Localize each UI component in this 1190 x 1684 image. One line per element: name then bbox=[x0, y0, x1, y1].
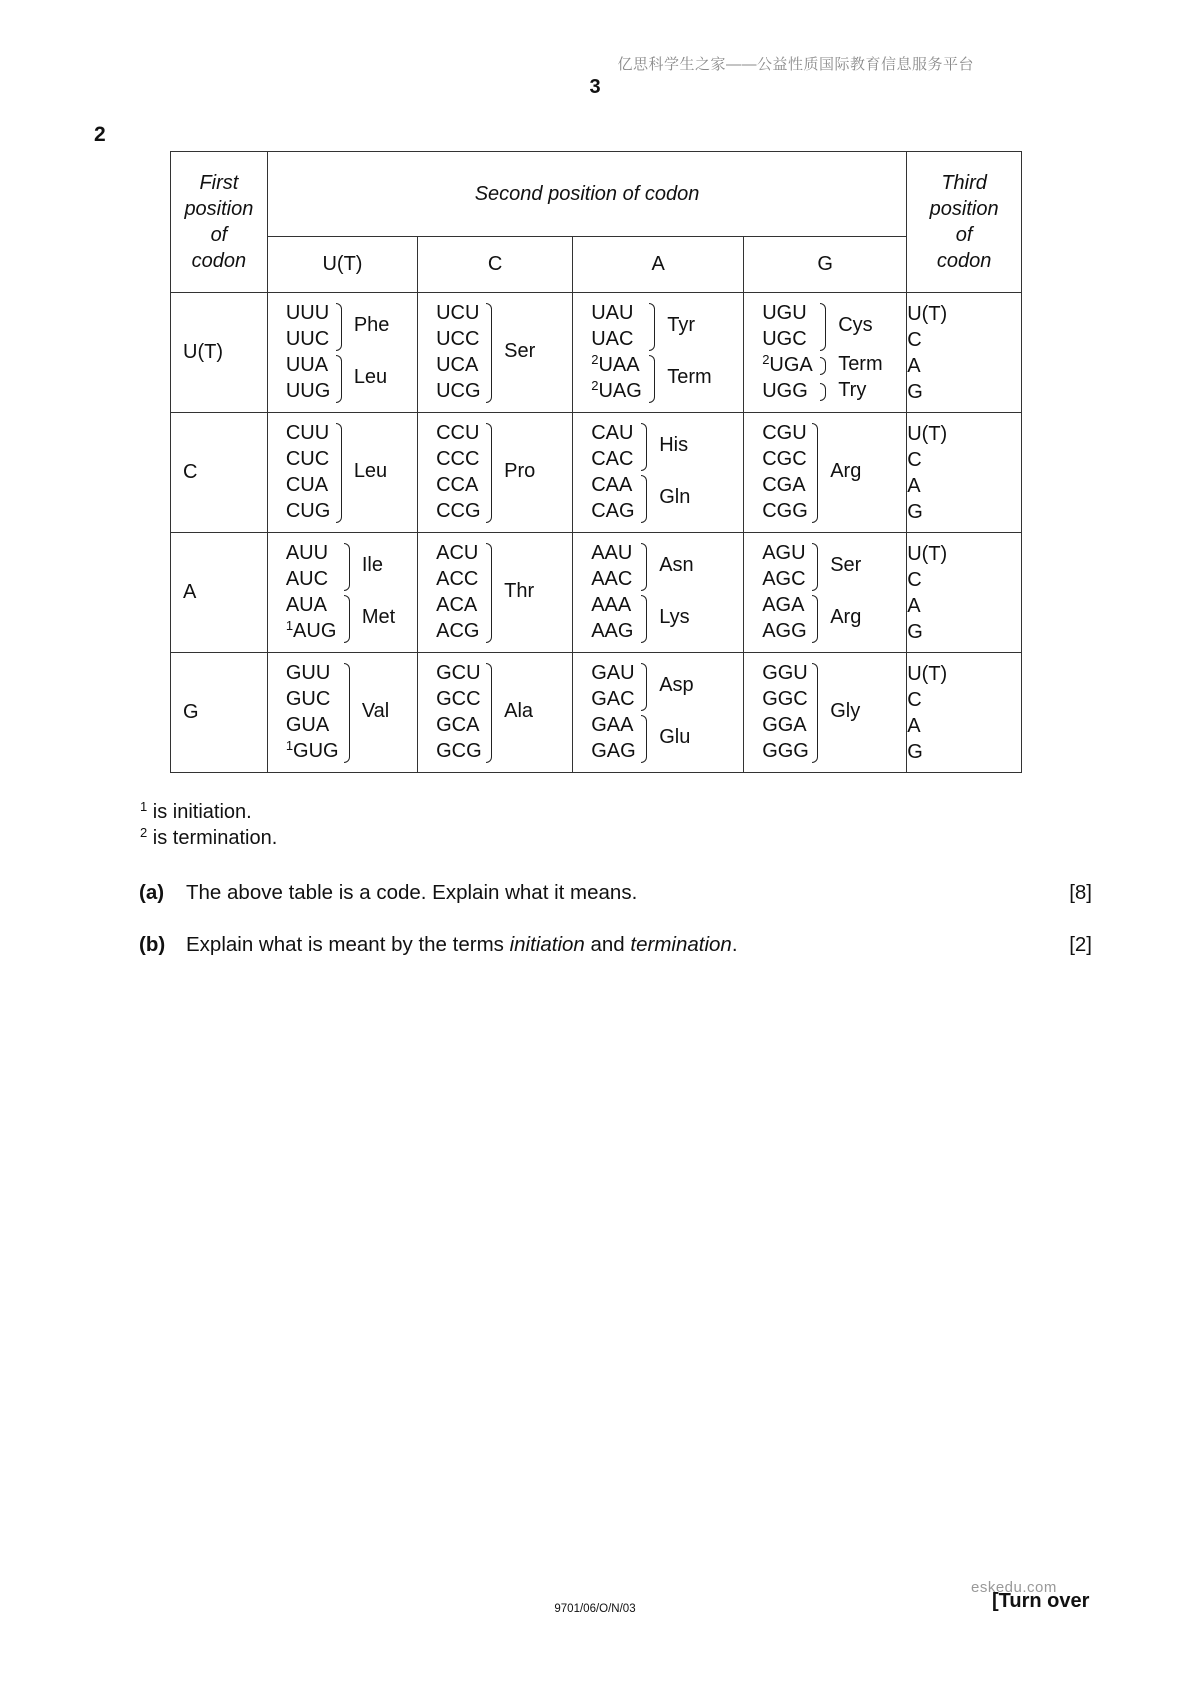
second-position-header: Second position of codon bbox=[267, 152, 906, 237]
amino-acid-label: Glu bbox=[659, 726, 691, 748]
grouping-bracket bbox=[486, 303, 492, 403]
amino-acid-label: Ser bbox=[504, 340, 536, 362]
codon: CUG bbox=[285, 500, 331, 522]
grouping-bracket bbox=[641, 663, 647, 711]
amino-acid-label: Asp bbox=[659, 674, 694, 696]
grouping-bracket bbox=[641, 543, 647, 591]
codon: ACG bbox=[436, 620, 480, 642]
codon-cell bbox=[267, 533, 417, 653]
codon: GUC bbox=[285, 688, 331, 710]
amino-acid-label: Cys bbox=[838, 314, 873, 336]
codon: GCU bbox=[436, 662, 481, 684]
amino-acid-label: Thr bbox=[504, 580, 535, 602]
grouping-bracket bbox=[820, 383, 826, 401]
part-b-label: (b) bbox=[139, 933, 166, 956]
part-a-question: The above table is a code. Explain what it means. bbox=[186, 881, 638, 904]
question-number: 2 bbox=[94, 123, 106, 146]
third-position-header: Third position of codon bbox=[907, 152, 1022, 293]
amino-acid-label: Arg bbox=[830, 606, 862, 628]
codon-cell bbox=[573, 293, 744, 413]
codon: CGC bbox=[762, 448, 807, 470]
amino-acid-label: Ile bbox=[361, 554, 383, 576]
codon: CGU bbox=[762, 422, 807, 444]
codon: $^2$UAA bbox=[591, 352, 640, 376]
table-row bbox=[171, 533, 1022, 653]
codon-cell bbox=[744, 533, 907, 653]
codon: AAG bbox=[591, 620, 634, 642]
codon-cell bbox=[267, 293, 417, 413]
grouping-bracket bbox=[336, 303, 342, 351]
codon: CAG bbox=[591, 500, 635, 522]
codon: $^1$GUG bbox=[285, 738, 339, 762]
grouping-bracket bbox=[649, 355, 655, 403]
genetic-code-table bbox=[170, 151, 1022, 773]
codon-cell bbox=[573, 533, 744, 653]
codon: AGU bbox=[762, 542, 806, 564]
codon: ACC bbox=[436, 568, 479, 590]
codon: GGU bbox=[762, 662, 808, 684]
codon: CCC bbox=[436, 448, 480, 470]
grouping-bracket bbox=[344, 543, 350, 591]
codon: UGG bbox=[762, 380, 808, 402]
page-number: 3 bbox=[589, 76, 601, 98]
codon: UCG bbox=[436, 380, 481, 402]
codon: UAU bbox=[591, 302, 634, 324]
codon-cell bbox=[573, 413, 744, 533]
codon: CUA bbox=[285, 474, 329, 496]
third-base-list: U(T) C A G bbox=[907, 533, 1022, 653]
codon: AUA bbox=[285, 594, 327, 616]
codon: $^1$AUG bbox=[285, 618, 337, 642]
codon: $^2$UAG bbox=[591, 378, 642, 402]
codon: UCA bbox=[436, 354, 479, 376]
codon: CCU bbox=[436, 422, 480, 444]
table-row bbox=[171, 413, 1022, 533]
codon: CUC bbox=[285, 448, 330, 470]
codon: GUA bbox=[285, 714, 330, 736]
third-base-list: U(T) C A G bbox=[907, 293, 1022, 413]
amino-acid-label: Term bbox=[667, 366, 712, 388]
codon: UUU bbox=[285, 302, 330, 324]
codon: GCG bbox=[436, 740, 482, 762]
amino-acid-label: Gly bbox=[830, 700, 861, 722]
amino-acid-label: Arg bbox=[830, 460, 862, 482]
grouping-bracket bbox=[641, 715, 647, 763]
codon: UGC bbox=[762, 328, 807, 350]
codon: UAC bbox=[591, 328, 634, 350]
codon: GGA bbox=[762, 714, 807, 736]
paper-code: 9701/06/O/N/03 bbox=[554, 1603, 636, 1615]
amino-acid-label: Pro bbox=[504, 460, 536, 482]
grouping-bracket bbox=[344, 663, 350, 763]
grouping-bracket bbox=[641, 423, 647, 471]
amino-acid-label: Met bbox=[361, 606, 396, 628]
codon-cell bbox=[744, 293, 907, 413]
watermark: 亿思科学生之家——公益性质国际教育信息服务平台 bbox=[617, 56, 974, 73]
grouping-bracket bbox=[812, 595, 818, 643]
codon: ACU bbox=[436, 542, 479, 564]
footnote-termination: $^2$ is termination. bbox=[140, 825, 278, 849]
codon-cell bbox=[267, 653, 417, 773]
part-b-marks: [2] bbox=[1069, 933, 1092, 956]
codon: AGA bbox=[762, 594, 805, 616]
grouping-bracket bbox=[641, 595, 647, 643]
amino-acid-label: Asn bbox=[659, 554, 694, 576]
codon-cell bbox=[744, 413, 907, 533]
amino-acid-label: Tyr bbox=[667, 314, 695, 336]
codon: UCC bbox=[436, 328, 480, 350]
codon: CGA bbox=[762, 474, 806, 496]
amino-acid-label: His bbox=[659, 434, 689, 456]
codon-cell bbox=[267, 413, 417, 533]
grouping-bracket bbox=[812, 663, 818, 763]
codon-cell bbox=[418, 653, 573, 773]
codon-cell bbox=[418, 413, 573, 533]
third-base-list: U(T) C A G bbox=[907, 413, 1022, 533]
codon-cell bbox=[418, 533, 573, 653]
grouping-bracket bbox=[641, 475, 647, 523]
codon-cell bbox=[418, 293, 573, 413]
codon: GCA bbox=[436, 714, 480, 736]
grouping-bracket bbox=[820, 357, 826, 375]
codon: UGU bbox=[762, 302, 807, 324]
codon: $^2$UGA bbox=[762, 352, 813, 376]
codon: AAA bbox=[591, 594, 632, 616]
codon: GAA bbox=[591, 714, 634, 736]
column-header: A bbox=[573, 236, 744, 292]
amino-acid-label: Try bbox=[838, 379, 867, 401]
codon: ACA bbox=[436, 594, 478, 616]
codon: CCA bbox=[436, 474, 479, 496]
codon: AUU bbox=[285, 542, 329, 564]
codon: AAU bbox=[591, 542, 633, 564]
site-watermark: eskedu.com bbox=[971, 1579, 1057, 1596]
codon: UCU bbox=[436, 302, 480, 324]
grouping-bracket bbox=[812, 543, 818, 591]
codon: CCG bbox=[436, 500, 481, 522]
codon: GUU bbox=[285, 662, 331, 684]
codon: AAC bbox=[591, 568, 633, 590]
first-base-label: A bbox=[171, 533, 268, 653]
amino-acid-label: Ala bbox=[504, 700, 534, 722]
grouping-bracket bbox=[820, 303, 826, 351]
codon: GAU bbox=[591, 662, 635, 684]
codon: UUC bbox=[285, 328, 330, 350]
codon: GCC bbox=[436, 688, 481, 710]
column-header: U(T) bbox=[267, 236, 417, 292]
third-base-list: U(T) C A G bbox=[907, 653, 1022, 773]
codon: AUC bbox=[285, 568, 329, 590]
codon: AGG bbox=[762, 620, 807, 642]
footnote-initiation: $^1$ is initiation. bbox=[140, 799, 252, 823]
grouping-bracket bbox=[336, 355, 342, 403]
amino-acid-label: Leu bbox=[353, 366, 388, 388]
part-a-label: (a) bbox=[139, 881, 165, 904]
codon: CAC bbox=[591, 448, 634, 470]
amino-acid-label: Lys bbox=[659, 606, 690, 628]
codon: GAG bbox=[591, 740, 636, 762]
amino-acid-label: Phe bbox=[353, 314, 390, 336]
codon: GAC bbox=[591, 688, 635, 710]
amino-acid-label: Ser bbox=[830, 554, 862, 576]
turn-over: [Turn over bbox=[992, 1590, 1090, 1612]
grouping-bracket bbox=[812, 423, 818, 523]
codon: UUA bbox=[285, 354, 329, 376]
table-row bbox=[171, 653, 1022, 773]
codon: GGC bbox=[762, 688, 808, 710]
codon: CAU bbox=[591, 422, 634, 444]
codon: GGG bbox=[762, 740, 809, 762]
column-header: C bbox=[418, 236, 573, 292]
part-b-question: Explain what is meant by the terms initiation and termination. bbox=[186, 933, 738, 956]
grouping-bracket bbox=[486, 543, 492, 643]
grouping-bracket bbox=[336, 423, 342, 523]
first-base-label: C bbox=[171, 413, 268, 533]
amino-acid-label: Leu bbox=[353, 460, 388, 482]
codon-cell bbox=[744, 653, 907, 773]
codon: AGC bbox=[762, 568, 806, 590]
codon: UUG bbox=[285, 380, 331, 402]
first-base-label: U(T) bbox=[171, 293, 268, 413]
column-header: G bbox=[744, 236, 907, 292]
codon: CUU bbox=[285, 422, 330, 444]
grouping-bracket bbox=[344, 595, 350, 643]
codon-cell bbox=[573, 653, 744, 773]
grouping-bracket bbox=[649, 303, 655, 351]
amino-acid-label: Val bbox=[361, 700, 390, 722]
grouping-bracket bbox=[486, 663, 492, 763]
amino-acid-label: Gln bbox=[659, 486, 691, 508]
codon: CGG bbox=[762, 500, 808, 522]
part-a-marks: [8] bbox=[1069, 881, 1092, 904]
first-position-header: First position of codon bbox=[171, 152, 268, 293]
first-base-label: G bbox=[171, 653, 268, 773]
codon: CAA bbox=[591, 474, 633, 496]
grouping-bracket bbox=[486, 423, 492, 523]
table-row bbox=[171, 293, 1022, 413]
amino-acid-label: Term bbox=[838, 353, 883, 375]
